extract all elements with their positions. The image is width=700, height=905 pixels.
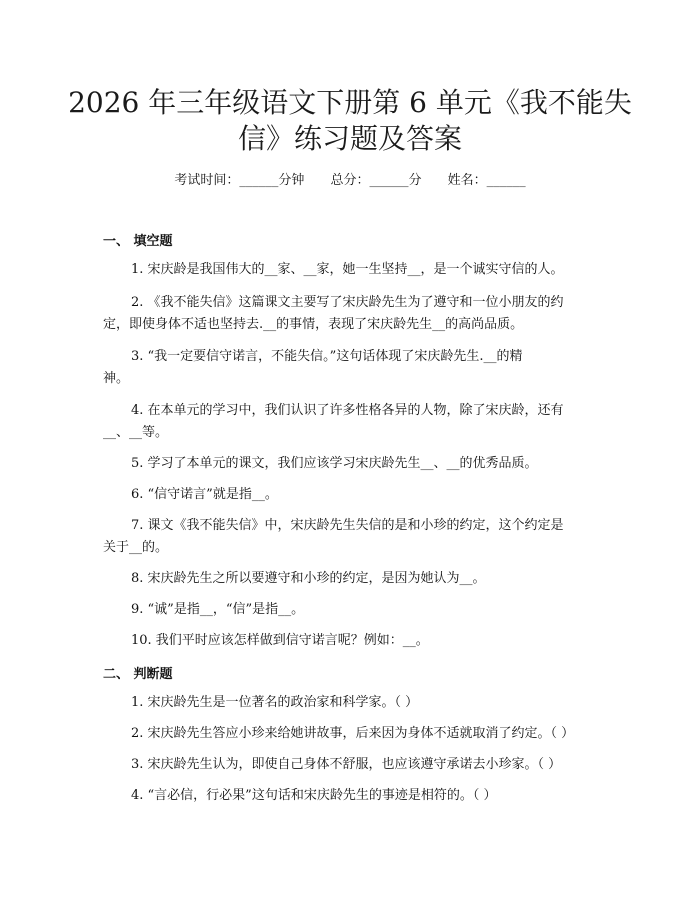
question-text: 8. 宋庆龄先生之所以要遵守和小珍的约定，是因为她认为__。 (131, 571, 486, 586)
question-item (103, 754, 608, 776)
question-text: 2. 宋庆龄先生答应小珍来给她讲故事，后来因为身体不适就取消了约定。（ ） (131, 726, 575, 741)
question-text: 9. “诚”是指__，“信”是指__。 (131, 602, 305, 617)
question-item (103, 453, 608, 475)
section-heading-true-false: 二、 判断题 (103, 667, 173, 682)
question-text: 3. 宋庆龄先生认为，即使自己身体不舒服，也应该遵守承诺去小珍家。（ ） (131, 757, 562, 772)
question-text: 4. “言必信，行必果”这句话和宋庆龄先生的事迹是相符的。（ ） (131, 788, 497, 803)
question-item (103, 515, 608, 559)
page-title (60, 85, 640, 157)
question-text: 6. “信守诺言”就是指__。 (131, 487, 278, 502)
question-text: 2. 《我不能失信》这篇课文主要写了宋庆龄先生为了遵守和一位小朋友的约 (131, 295, 564, 310)
question-item (103, 723, 608, 745)
question-item (103, 484, 608, 506)
student-name: 姓名：______ (447, 173, 526, 188)
question-item (103, 630, 608, 652)
question-item (103, 400, 608, 444)
question-text: 7. 课文《我不能失信》中，宋庆龄先生失信的是和小珍的约定，这个约定是 (131, 518, 564, 533)
question-item (103, 346, 608, 390)
question-text: 3. “我一定要信守诺言，不能失信。”这句话体现了宋庆龄先生.__的精 (131, 349, 523, 364)
question-text: 5. 学习了本单元的课文，我们应该学习宋庆龄先生__、__的优秀品质。 (131, 456, 538, 471)
exam-time: 考试时间：______分钟 (174, 173, 305, 188)
question-item (103, 292, 608, 336)
question-text: 10. 我们平时应该怎样做到信守诺言呢？例如：__。 (131, 633, 429, 648)
question-text-cont: __、__等。 (103, 425, 169, 440)
exam-info (0, 169, 700, 188)
question-item (103, 259, 608, 281)
exam-score: 总分：______分 (330, 173, 422, 188)
question-text-cont: 神。 (103, 371, 130, 386)
question-item (103, 785, 608, 807)
question-text-cont: 定，即使身体不适也坚持去.__的事情，表现了宋庆龄先生__的高尚品质。 (103, 317, 524, 332)
question-item (103, 568, 608, 590)
question-text: 1. 宋庆龄是我国伟大的__家、__家，她一生坚持__，是一个诚实守信的人。 (131, 262, 564, 277)
section-heading-fill-blank: 一、 填空题 (103, 234, 173, 249)
title-line-2: 信》练习题及答案 (237, 122, 462, 155)
question-text: 4. 在本单元的学习中，我们认识了许多性格各异的人物，除了宋庆龄，还有 (131, 403, 564, 418)
question-text: 1. 宋庆龄先生是一位著名的政治家和科学家。（ ） (131, 695, 419, 710)
question-item (103, 599, 608, 621)
title-line-1: 2026 年三年级语文下册第 6 单元《我不能失 (68, 86, 632, 119)
question-text-cont: 关于__的。 (103, 540, 169, 555)
question-item (103, 692, 608, 714)
